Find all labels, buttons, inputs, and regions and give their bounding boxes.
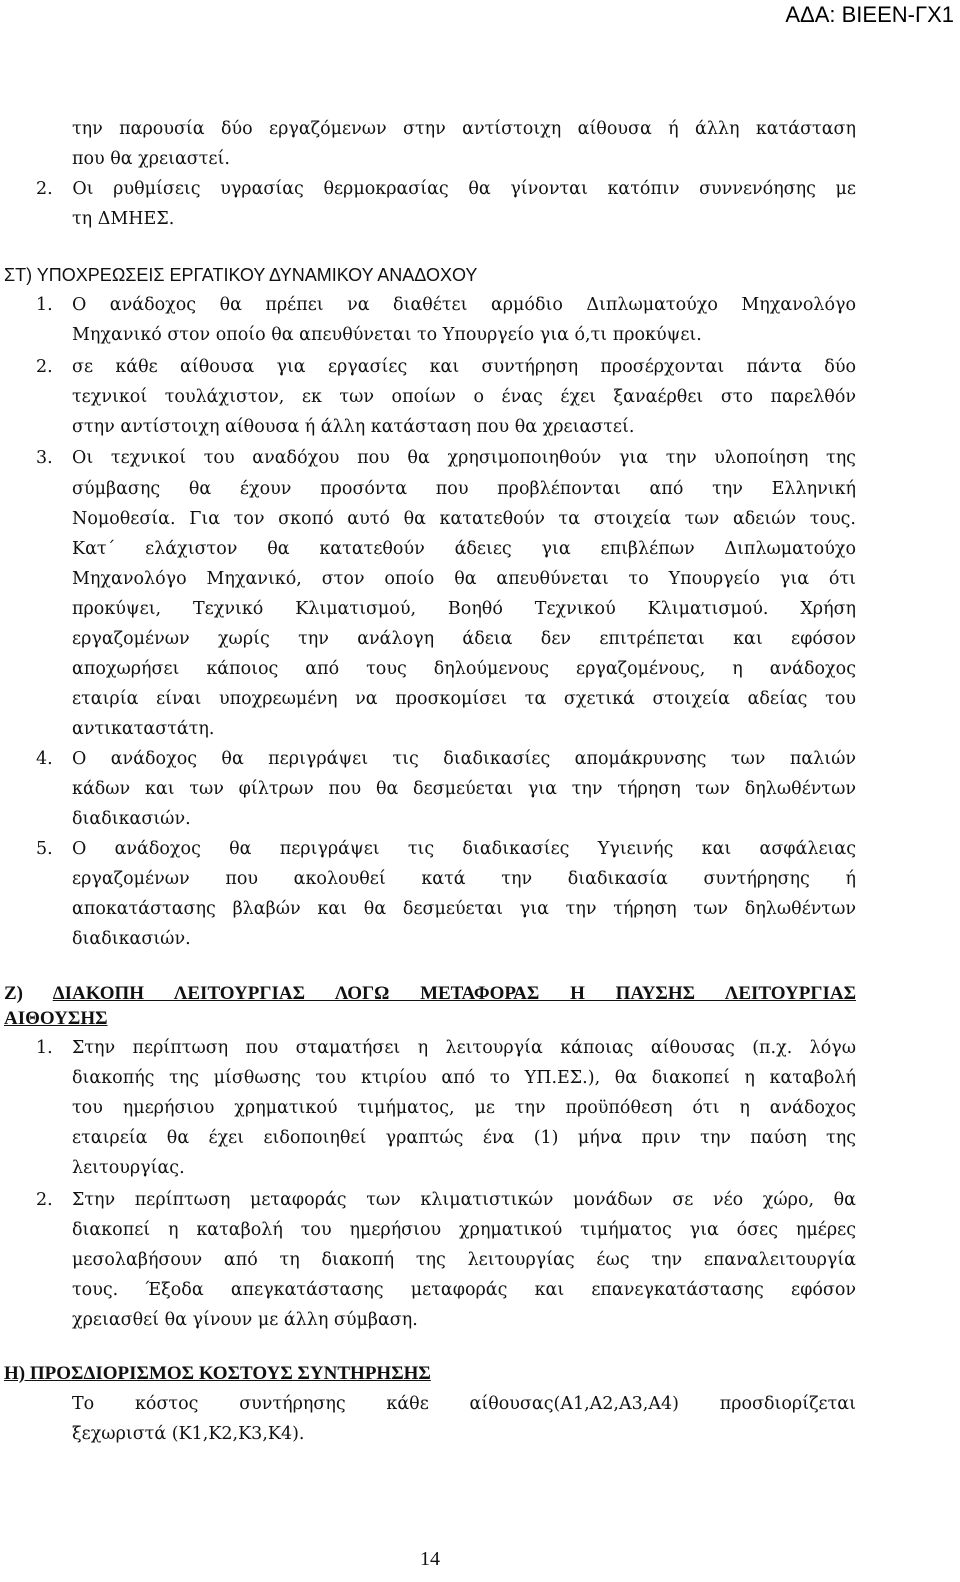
text-line: ξεχωριστά (Κ1,Κ2,Κ3,Κ4). [72,1424,305,1444]
text-line: Κατ΄ ελάχιστον θα κατατεθούν άδειες για επιβλέπων Διπλωματούχο [72,539,856,559]
text-line: σε κάθε αίθουσα για εργασίες και συντήρηση προσέρχονται πάντα δύο [72,357,856,377]
item-number: 1. [36,295,53,315]
text-line: αντικαταστάτη. [72,719,215,739]
text-line: Ο ανάδοχος θα περιγράψει τις διαδικασίες Υγιεινής και ασφάλειας [72,839,856,859]
section-heading: ΣΤ) ΥΠΟΧΡΕΩΣΕΙΣ ΕΡΓΑΤΙΚΟΥ ΔΥΝΑΜΙΚΟΥ ΑΝΑΔΟΧΟΥ [4,265,478,285]
text-line: του ημερήσιου χρηματικού τιμήματος, με την προϋπόθεση ότι η ανάδοχος [72,1098,856,1118]
text-line: την παρουσία δύο εργαζόμενων στην αντίστοιχη αίθουσα ή άλλη κατάσταση [72,119,856,139]
section-heading-cont: ΑΙΘΟΥΣΗΣ [4,1008,108,1029]
text-line: τους. Έξοδα απεγκατάστασης μεταφοράς και επανεγκατάστασης εφόσον [72,1280,856,1300]
text-line: λειτουργίας. [72,1158,185,1178]
item-number: 3. [36,448,53,468]
page-number: 14 [420,1548,440,1570]
item-number: 1. [36,1038,53,1058]
text-line: Το κόστος συντήρησης κάθε αίθουσας(Α1,Α2,Α3,Α4) προσδιορίζεται [72,1394,856,1414]
item-number: 2. [36,357,53,377]
text-line: προκύψει, Τεχνικό Κλιματισμού, Βοηθό Τεχνικού Κλιματισμού. Χρήση [72,599,856,619]
text-line: τεχνικοί τουλάχιστον, εκ των οποίων ο ένας έχει ξαναέρθει στο παρελθόν [72,387,856,407]
text-line: Μηχανικό στον οποίο θα απευθύνεται το Υπουργείο για ό,τι προκύψει. [72,325,702,345]
item-number: 4. [36,749,53,769]
text-line: Νομοθεσία. Για τον σκοπό αυτό θα κατατεθούν τα στοιχεία των αδειών τους. [72,509,856,529]
text-line: χρειασθεί θα γίνουν με άλλη σύμβαση. [72,1310,418,1330]
text-line: στην αντίστοιχη αίθουσα ή άλλη κατάσταση που θα χρειαστεί. [72,417,635,437]
item-number: 5. [36,839,53,859]
text-line: διακοπής της μίσθωσης του κτιρίου από το ΥΠ.ΕΣ.), θα διακοπεί η καταβολή [72,1068,856,1088]
text-line: εργαζομένων που ακολουθεί κατά την διαδικασία συντήρησης ή [72,869,856,889]
text-line: Οι τεχνικοί του αναδόχου που θα χρησιμοποιηθούν για την υλοποίηση της [72,448,856,468]
text-line: που θα χρειαστεί. [72,149,230,169]
item-number: 2. [36,1190,53,1210]
text-line: αποκατάστασης βλαβών και θα δεσμεύεται για την τήρηση των δηλωθέντων [72,899,856,919]
text-line: 2. Οι ρυθμίσεις υγρασίας θερμοκρασίας θα γίνονται κατόπιν συννενόησης με [36,179,856,199]
text-line: τη ΔΜΗΕΣ. [72,209,175,229]
text-line: διαδικασιών. [72,809,191,829]
text-line: εταιρεία θα έχει ειδοποιηθεί γραπτώς ένα (1) μήνα πριν την παύση της [72,1128,856,1148]
text-line: αποχωρήσει κάποιος από τους δηλούμενους εργαζομένους, η ανάδοχος [72,659,856,679]
text-line: Στην περίπτωση που σταματήσει η λειτουργία κάποιας αίθουσας (π.χ. λόγω [72,1038,856,1058]
text-line: Στην περίπτωση μεταφοράς των κλιματιστικών μονάδων σε νέο χώρο, θα [72,1190,856,1210]
text-line: διαδικασιών. [72,929,191,949]
text-line: Ο ανάδοχος θα πρέπει να διαθέτει αρμόδιο Διπλωματούχο Μηχανολόγο [72,295,856,315]
section-heading: Η) ΠΡΟΣΔΙΟΡΙΣΜΟΣ ΚΟΣΤΟΥΣ ΣΥΝΤΗΡΗΣΗΣ [4,1363,431,1384]
text-line: Ο ανάδοχος θα περιγράψει τις διαδικασίες απομάκρυνσης των παλιών [72,749,856,769]
text-line: σύμβασης θα έχουν προσόντα που προβλέπονται από την Ελληνική [72,479,856,499]
text-line: εταιρία είναι υποχρεωμένη να προσκομίσει τα σχετικά στοιχεία αδείας του [72,689,856,709]
ada-code: ΑΔΑ: ΒΙΕΕΝ-ΓΧ1 [785,2,954,27]
text-line: μεσολαβήσουν από τη διακοπή της λειτουργίας έως την επαναλειτουργία [72,1250,856,1270]
text-line: Μηχανολόγο Μηχανικό, στον οποίο θα απευθύνεται το Υπουργείο για ότι [72,569,856,589]
section-heading: Ζ) ΔΙΑΚΟΠΗ ΛΕΙΤΟΥΡΓΙΑΣ ΛΟΓΩ ΜΕΤΑΦΟΡΑΣ Η ΠΑΥΣΗΣ ΛΕΙΤΟΥΡΓΙΑΣ [4,983,857,1004]
text-line: εργαζομένων χωρίς την ανάλογη άδεια δεν επιτρέπεται και εφόσον [72,629,856,649]
text-line: διακοπεί η καταβολή του ημερήσιου χρηματικού τιμήματος για όσες ημέρες [72,1220,856,1240]
text-line: κάδων και των φίλτρων που θα δεσμεύεται για την τήρηση των δηλωθέντων [72,779,856,799]
